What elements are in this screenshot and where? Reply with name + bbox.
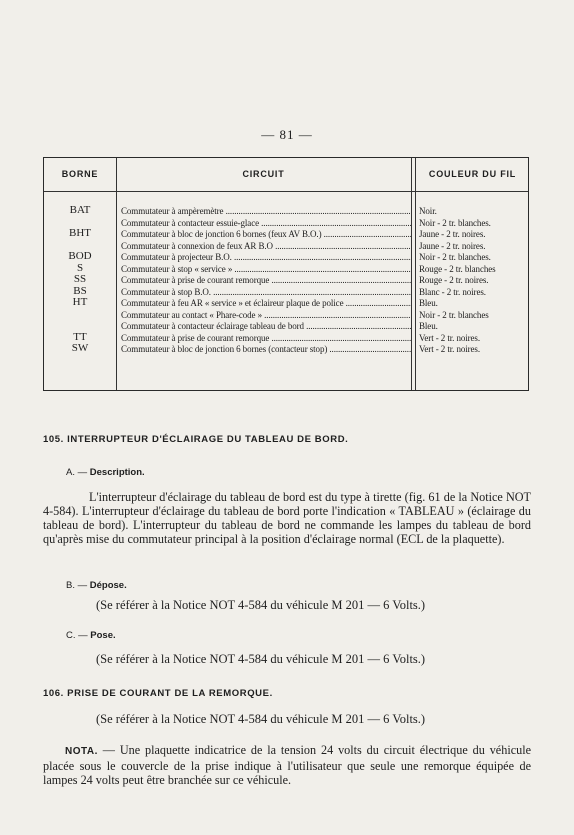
header-circuit: CIRCUIT <box>242 169 285 179</box>
section-105-title: 105. INTERRUPTEUR D'ÉCLAIRAGE DU TABLEAU DE BORD. <box>43 434 349 445</box>
cell-couleur: Bleu. <box>419 298 438 308</box>
wiring-table <box>43 157 529 391</box>
header-couleur: COULEUR DU FIL <box>428 169 517 179</box>
table-row <box>44 330 528 345</box>
cell-circuit: Commutateur à projecteur B.O. ..... <box>121 252 411 262</box>
depose-reference: (Se référer à la Notice NOT 4-584 du véhicule M 201 — 6 Volts.) <box>96 598 426 612</box>
subsection-c-heading <box>66 630 554 641</box>
section-106-title: 106. PRISE DE COURANT DE LA REMORQUE. <box>43 688 273 699</box>
cell-borne: BS <box>73 284 87 297</box>
cell-borne: BAT <box>69 204 91 216</box>
cell-circuit: Commutateur à feu AR « service » et éclaireur plaque de police ..... <box>121 298 411 308</box>
cell-circuit: Commutateur à stop « service » ..... <box>121 264 411 274</box>
subsection-b-title: Dépose. <box>89 580 127 591</box>
nota-label: NOTA. <box>65 746 98 757</box>
cell-circuit: Commutateur à prise de courant remorque ..... <box>121 333 411 343</box>
cell-circuit: Commutateur à ampèremètre ..... <box>121 206 411 216</box>
cell-borne: SS <box>73 273 87 285</box>
cell-borne: TT <box>73 330 87 343</box>
cell-circuit: Commutateur à connexion de feux AR B.O ..... <box>121 241 411 251</box>
table-row <box>44 344 528 356</box>
cell-borne: S <box>76 261 84 274</box>
cell-circuit: Commutateur à contacteur essuie-glace ..... <box>121 218 411 228</box>
subsection-c-title: Pose. <box>90 630 116 641</box>
page-number: — 81 — <box>261 127 313 142</box>
nota-text: — Une plaquette indicatrice de la tension 24 volts du circuit électrique du véhicule placée sous le couvercle de la prise indique à l'utilisateur que seule une remorque équipée de lampes 24 volts peut être branchée sur ce véhicule. <box>43 743 531 787</box>
cell-circuit: Commutateur à stop B.O. ..... <box>121 287 411 297</box>
cell-couleur: Vert - 2 tr. noires. <box>419 332 480 343</box>
cell-couleur: Vert - 2 tr. noires. <box>419 344 480 354</box>
subsection-a-title: Description. <box>89 467 145 478</box>
table-row <box>44 275 528 287</box>
cell-circuit: Commutateur à bloc de jonction 6 bornes (feux AV B.O.) ..... <box>121 229 411 239</box>
subsection-b-label: B. — <box>66 580 90 591</box>
cell-circuit: Commutateur à contacteur éclairage tableau de bord ..... <box>121 321 411 331</box>
cell-circuit: Commutateur au contact « Phare-code » ..... <box>121 310 411 320</box>
pose-reference: (Se référer à la Notice NOT 4-584 du véhicule M 201 — 6 Volts.) <box>96 652 426 666</box>
cell-borne: BHT <box>69 227 91 239</box>
header-borne: BORNE <box>61 169 99 179</box>
table-row <box>44 284 528 299</box>
table-row <box>44 321 528 333</box>
cell-couleur: Bleu. <box>419 321 438 331</box>
table-row <box>44 261 528 276</box>
cell-couleur: Jaune - 2 tr. noires. <box>419 229 486 239</box>
description-paragraph: L'interrupteur d'éclairage du tableau de bord est du type à tirette (fig. 61 de la Notice NOT 4-584). L'interrupteur d'éclairage du tableau de bord porte l'indication « TABLEAU » (éclairage du tableau de bord). L'interrupteur du tableau de bord ne commande les lampes du tableau de bord qu'après mise du commutateur principal à la position d'éclairage normal (ECL de la plaquette). <box>43 490 531 546</box>
cell-couleur: Noir - 2 tr. blanches. <box>419 252 491 262</box>
cell-circuit: Commutateur à bloc de jonction 6 bornes (contacteur stop) ..... <box>121 344 411 354</box>
table-row <box>44 218 528 230</box>
subsection-c-label: C. — <box>66 630 91 641</box>
cell-circuit: Commutateur à prise de courant remorque ..... <box>121 275 411 285</box>
table-row <box>44 229 528 241</box>
subsection-b-heading <box>66 580 554 591</box>
cell-couleur: Rouge - 2 tr. noires. <box>419 275 489 285</box>
table-row <box>44 241 528 253</box>
subsection-a-heading <box>66 467 554 478</box>
cell-couleur: Noir - 2 tr. blanches <box>419 309 489 320</box>
table-row <box>44 252 528 264</box>
table-body <box>44 206 528 356</box>
cell-couleur: Jaune - 2 tr. noires. <box>419 240 486 251</box>
subsection-a-label: A. — <box>66 467 90 478</box>
nota-paragraph <box>43 743 531 787</box>
remorque-reference: (Se référer à la Notice NOT 4-584 du véhicule M 201 — 6 Volts.) <box>96 712 426 726</box>
cell-borne: BOD <box>68 250 92 262</box>
cell-couleur: Blanc - 2 tr. noires. <box>419 286 486 297</box>
header-divider <box>44 191 528 192</box>
cell-borne: HT <box>72 296 88 308</box>
table-row <box>44 310 528 322</box>
table-row <box>44 206 528 218</box>
cell-borne: SW <box>71 342 89 354</box>
table-row <box>44 298 528 310</box>
cell-couleur: Rouge - 2 tr. blanches <box>419 263 496 274</box>
cell-couleur: Noir. <box>419 206 437 216</box>
cell-couleur: Noir - 2 tr. blanches. <box>419 217 491 228</box>
